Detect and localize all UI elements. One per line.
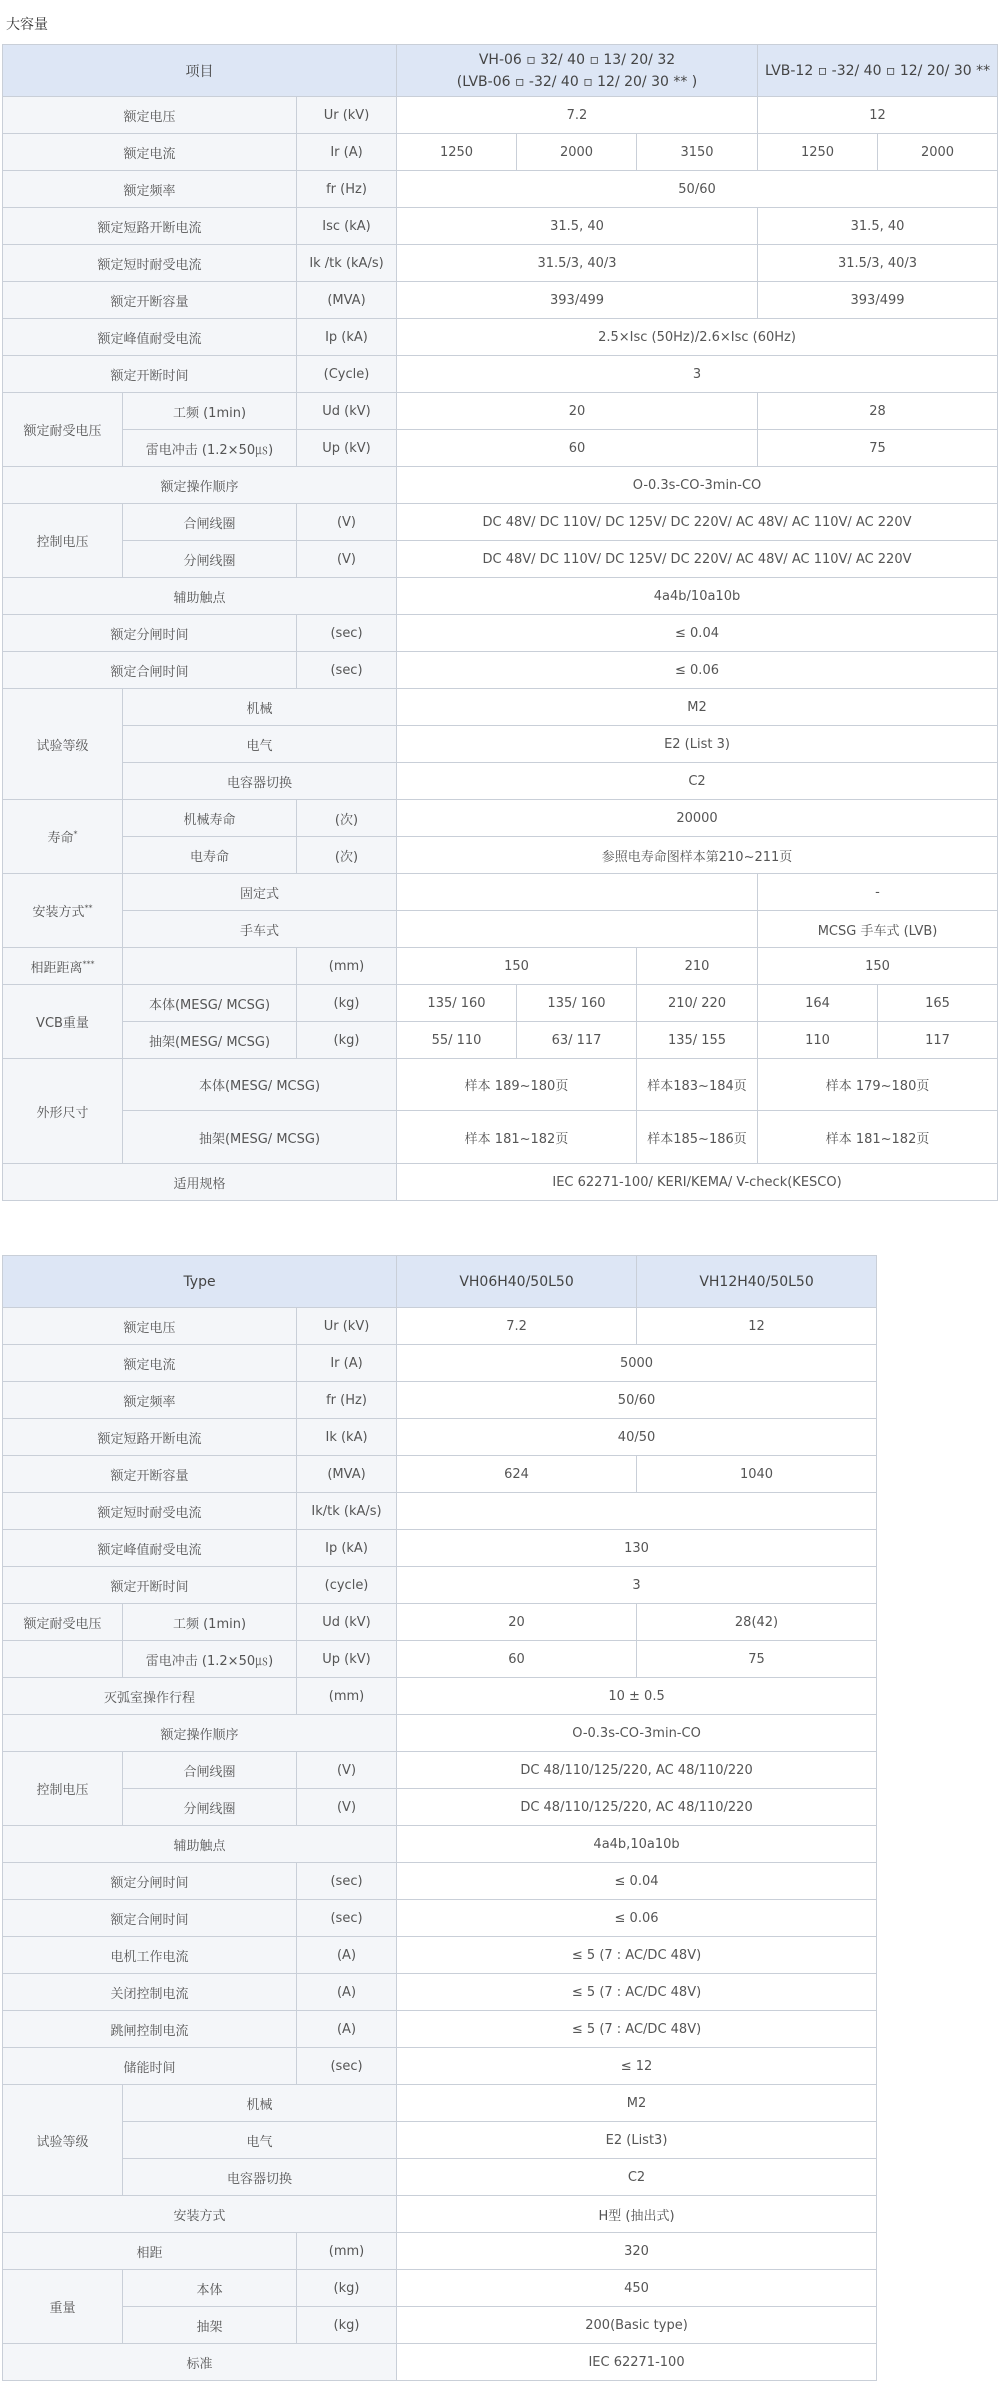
row-unit: (A)	[297, 1974, 397, 2011]
cell-value: 28	[758, 393, 998, 430]
cell-value: 164	[758, 985, 878, 1022]
cell-value: 135/ 155	[637, 1022, 758, 1059]
row-label: 本体(MESG/ MCSG)	[123, 985, 297, 1022]
header-lvb12: LVB-12 ▫ -32/ 40 ▫ 12/ 20/ 30 **	[758, 45, 998, 97]
row-label: 储能时间	[3, 2048, 297, 2085]
cell-value: 12	[637, 1308, 877, 1345]
cell-value: 10 ± 0.5	[397, 1678, 877, 1715]
row-unit: Ir (A)	[297, 1345, 397, 1382]
header-vh06	[397, 45, 758, 97]
table-row	[3, 1308, 877, 1345]
cell-value: H型 (抽出式)	[397, 2196, 877, 2233]
row-unit: (V)	[297, 504, 397, 541]
row-label: 电寿命	[123, 837, 297, 874]
cell-value: ≤ 0.06	[397, 652, 998, 689]
cell-value: 135/ 160	[397, 985, 517, 1022]
row-label: 辅助触点	[3, 578, 397, 615]
table-row	[3, 2048, 877, 2085]
cell-value: 60	[397, 1641, 637, 1678]
table-row	[3, 319, 998, 356]
cell-value: 12	[758, 97, 998, 134]
table-row	[3, 430, 998, 467]
cell-value: 7.2	[397, 97, 758, 134]
cell-value: 参照电寿命图样本第210~211页	[397, 837, 998, 874]
table-row	[3, 985, 998, 1022]
table-row	[3, 1752, 877, 1789]
cell-value: 样本 189~180页	[397, 1059, 637, 1111]
cell-value	[397, 1493, 877, 1530]
group-label: 额定耐受电压	[3, 1604, 123, 1641]
row-unit: (V)	[297, 541, 397, 578]
table-row	[3, 1493, 877, 1530]
table-row	[3, 948, 998, 985]
table-row	[3, 1641, 877, 1678]
row-label: 电容器切换	[123, 2159, 397, 2196]
table-row	[3, 1111, 998, 1164]
cell-value: M2	[397, 2085, 877, 2122]
cell-value: 393/499	[397, 282, 758, 319]
row-unit: Up (kV)	[297, 1641, 397, 1678]
group-label: 外形尺寸	[3, 1059, 123, 1164]
row-unit: (kg)	[297, 2270, 397, 2307]
group-label: 控制电压	[3, 1752, 123, 1826]
header-vh12h: VH12H40/50L50	[637, 1256, 877, 1308]
row-label: 机械	[123, 689, 397, 726]
row-unit: (次)	[297, 800, 397, 837]
group-label	[3, 800, 123, 874]
row-label: 额定开断容量	[3, 282, 297, 319]
row-unit: (kg)	[297, 2307, 397, 2344]
row-label: 额定分闸时间	[3, 615, 297, 652]
row-label: 机械	[123, 2085, 397, 2122]
group-label: 试验等级	[3, 2085, 123, 2196]
row-unit: (sec)	[297, 615, 397, 652]
table-row	[3, 1530, 877, 1567]
row-unit: (V)	[297, 1752, 397, 1789]
header-item: 项目	[3, 45, 397, 97]
row-unit: (cycle)	[297, 1567, 397, 1604]
row-unit: fr (Hz)	[297, 1382, 397, 1419]
table-row	[3, 1059, 998, 1111]
row-unit: (kg)	[297, 1022, 397, 1059]
row-label: 额定短路开断电流	[3, 1419, 297, 1456]
row-label: 额定频率	[3, 171, 297, 208]
cell-value: -	[758, 874, 998, 911]
cell-value: ≤ 12	[397, 2048, 877, 2085]
row-label: 额定分闸时间	[3, 1863, 297, 1900]
cell-value: IEC 62271-100/ KERI/KEMA/ V-check(KESCO)	[397, 1164, 998, 1201]
table-row	[3, 134, 998, 171]
cell-value: 20	[397, 1604, 637, 1641]
row-label: 额定操作顺序	[3, 467, 397, 504]
row-unit: Ip (kA)	[297, 319, 397, 356]
cell-value: 117	[878, 1022, 998, 1059]
row-label: 额定操作顺序	[3, 1715, 397, 1752]
table-row	[3, 2122, 877, 2159]
cell-value: ≤ 0.06	[397, 1900, 877, 1937]
row-unit: (MVA)	[297, 282, 397, 319]
cell-value: 样本 181~182页	[758, 1111, 998, 1164]
cell-value: ≤ 5 (7 : AC/DC 48V)	[397, 1974, 877, 2011]
table-row	[3, 2085, 877, 2122]
row-label: 额定频率	[3, 1382, 297, 1419]
row-unit: Ud (kV)	[297, 393, 397, 430]
table-row	[3, 1826, 877, 1863]
row-unit: (V)	[297, 1789, 397, 1826]
table-row	[3, 356, 998, 393]
cell-value: ≤ 5 (7 : AC/DC 48V)	[397, 1937, 877, 1974]
cell-value: E2 (List 3)	[397, 726, 998, 763]
row-label: 额定开断容量	[3, 1456, 297, 1493]
row-unit: (次)	[297, 837, 397, 874]
row-label: 标准	[3, 2344, 397, 2381]
cell-value: 20	[397, 393, 758, 430]
table-row	[3, 1419, 877, 1456]
row-label: 适用规格	[3, 1164, 397, 1201]
cell-value: 1250	[758, 134, 878, 171]
row-label: 雷电冲击 (1.2×50㎲)	[123, 1641, 297, 1678]
spec-table-vh-5000a	[2, 1255, 877, 2381]
row-label: 抽架	[123, 2307, 297, 2344]
cell-value	[397, 911, 758, 948]
table-row	[3, 504, 998, 541]
cell-value: 150	[758, 948, 998, 985]
cell-value: 130	[397, 1530, 877, 1567]
table-row	[3, 2196, 877, 2233]
table-row	[3, 1974, 877, 2011]
cell-value: 450	[397, 2270, 877, 2307]
cell-value: 165	[878, 985, 998, 1022]
cell-value: DC 48/110/125/220, AC 48/110/220	[397, 1752, 877, 1789]
table-row	[3, 1456, 877, 1493]
cell-value: 31.5/3, 40/3	[397, 245, 758, 282]
cell-value: DC 48/110/125/220, AC 48/110/220	[397, 1789, 877, 1826]
table-row	[3, 578, 998, 615]
row-unit: (mm)	[297, 948, 397, 985]
cell-value: 31.5/3, 40/3	[758, 245, 998, 282]
row-unit: Ud (kV)	[297, 1604, 397, 1641]
row-label: 额定短时耐受电流	[3, 1493, 297, 1530]
row-label: 额定峰值耐受电流	[3, 1530, 297, 1567]
row-unit: Ik /tk (kA/s)	[297, 245, 397, 282]
cell-value: C2	[397, 2159, 877, 2196]
cell-value: ≤ 0.04	[397, 615, 998, 652]
row-label: 安装方式	[3, 2196, 397, 2233]
row-label: 抽架(MESG/ MCSG)	[123, 1022, 297, 1059]
table-row	[3, 1937, 877, 1974]
row-unit: (A)	[297, 1937, 397, 1974]
row-label: 额定电压	[3, 1308, 297, 1345]
row-unit: (Cycle)	[297, 356, 397, 393]
row-label: 额定合闸时间	[3, 1900, 297, 1937]
table-row	[3, 837, 998, 874]
row-label: 雷电冲击 (1.2×50㎲)	[123, 430, 297, 467]
cell-value: 63/ 117	[517, 1022, 637, 1059]
table-row	[3, 1345, 877, 1382]
row-label: 机械寿命	[123, 800, 297, 837]
table-row	[3, 689, 998, 726]
table-row	[3, 800, 998, 837]
row-unit: Ik/tk (kA/s)	[297, 1493, 397, 1530]
cell-value: DC 48V/ DC 110V/ DC 125V/ DC 220V/ AC 48V/ AC 110V/ AC 220V	[397, 504, 998, 541]
footnote-mark: ***	[82, 959, 95, 969]
row-label: 灭弧室操作行程	[3, 1678, 297, 1715]
table-row	[3, 726, 998, 763]
row-label: 额定电流	[3, 134, 297, 171]
group-label	[3, 948, 123, 985]
cell-value: MCSG 手车式 (LVB)	[758, 911, 998, 948]
row-unit: (mm)	[297, 1678, 397, 1715]
group-label: 控制电压	[3, 504, 123, 578]
footnote-mark: *	[73, 829, 78, 839]
cell-value: ≤ 0.04	[397, 1863, 877, 1900]
row-label: 辅助触点	[3, 1826, 397, 1863]
table-row	[3, 763, 998, 800]
header-vh06h: VH06H40/50L50	[397, 1256, 637, 1308]
table-row	[3, 1164, 998, 1201]
table-row	[3, 2307, 877, 2344]
row-label: 本体(MESG/ MCSG)	[123, 1059, 397, 1111]
cell-value: 210	[637, 948, 758, 985]
table-row	[3, 652, 998, 689]
cell-value	[397, 874, 758, 911]
cell-value: 3	[397, 356, 998, 393]
cell-value: C2	[397, 763, 998, 800]
row-label: 手车式	[123, 911, 397, 948]
cell-value: 320	[397, 2233, 877, 2270]
row-label: 固定式	[123, 874, 397, 911]
row-label: 电机工作电流	[3, 1937, 297, 1974]
row-label: 额定开断时间	[3, 356, 297, 393]
cell-value: 7.2	[397, 1308, 637, 1345]
cell-value: 样本185~186页	[637, 1111, 758, 1164]
group-label	[3, 874, 123, 948]
row-label: 关闭控制电流	[3, 1974, 297, 2011]
row-label: 额定短时耐受电流	[3, 245, 297, 282]
group-label	[3, 1641, 123, 1678]
row-label: 本体	[123, 2270, 297, 2307]
row-unit: Ir (A)	[297, 134, 397, 171]
cell-value: 5000	[397, 1345, 877, 1382]
cell-value: 2000	[517, 134, 637, 171]
spec-table-large-capacity	[2, 44, 998, 1201]
row-unit: (mm)	[297, 2233, 397, 2270]
cell-value: 4a4b/10a10b	[397, 578, 998, 615]
group-label: 重量	[3, 2270, 123, 2344]
cell-value: 4a4b,10a10b	[397, 1826, 877, 1863]
table-row	[3, 1567, 877, 1604]
table-row	[3, 245, 998, 282]
table-row	[3, 2233, 877, 2270]
cell-value: DC 48V/ DC 110V/ DC 125V/ DC 220V/ AC 48V/ AC 110V/ AC 220V	[397, 541, 998, 578]
cell-value: 2.5×Isc (50Hz)/2.6×Isc (60Hz)	[397, 319, 998, 356]
life-label: 寿命	[47, 831, 74, 846]
cell-value: 40/50	[397, 1419, 877, 1456]
table-row	[3, 1715, 877, 1752]
table-row	[3, 97, 998, 134]
cell-value: 135/ 160	[517, 985, 637, 1022]
row-unit: (sec)	[297, 2048, 397, 2085]
cell-value: 75	[758, 430, 998, 467]
row-unit: (MVA)	[297, 1456, 397, 1493]
row-label: 分闸线圈	[123, 541, 297, 578]
cell-value: 1040	[637, 1456, 877, 1493]
table-row	[3, 282, 998, 319]
row-label: 工频 (1min)	[123, 1604, 297, 1641]
cell-value: 20000	[397, 800, 998, 837]
row-unit: (sec)	[297, 652, 397, 689]
cell-value: ≤ 5 (7 : AC/DC 48V)	[397, 2011, 877, 2048]
row-label: 额定开断时间	[3, 1567, 297, 1604]
table-row	[3, 1863, 877, 1900]
table-row	[3, 171, 998, 208]
cell-value: 28(42)	[637, 1604, 877, 1641]
row-unit: Ur (kV)	[297, 97, 397, 134]
row-unit: Up (kV)	[297, 430, 397, 467]
table-row	[3, 1900, 877, 1937]
row-label: 电气	[123, 726, 397, 763]
cell-value: 393/499	[758, 282, 998, 319]
row-label: 跳闸控制电流	[3, 2011, 297, 2048]
table-row	[3, 1382, 877, 1419]
row-unit: Ur (kV)	[297, 1308, 397, 1345]
cell-value: 110	[758, 1022, 878, 1059]
cell-value: 624	[397, 1456, 637, 1493]
row-label: 抽架(MESG/ MCSG)	[123, 1111, 397, 1164]
table-row	[3, 393, 998, 430]
table-row	[3, 2159, 877, 2196]
cell-value: 200(Basic type)	[397, 2307, 877, 2344]
row-label: 分闸线圈	[123, 1789, 297, 1826]
table-row	[3, 467, 998, 504]
row-label: 额定峰值耐受电流	[3, 319, 297, 356]
table-row	[3, 2011, 877, 2048]
cell-value: 55/ 110	[397, 1022, 517, 1059]
cell-value: M2	[397, 689, 998, 726]
cell-value: 样本 181~182页	[397, 1111, 637, 1164]
row-label: 合闸线圈	[123, 504, 297, 541]
cell-value: 60	[397, 430, 758, 467]
header-vh06-line1: VH-06 ▫ 32/ 40 ▫ 13/ 20/ 32	[478, 51, 676, 68]
row-label	[123, 948, 297, 985]
cell-value: 31.5, 40	[758, 208, 998, 245]
table-row	[3, 1022, 998, 1059]
cell-value: IEC 62271-100	[397, 2344, 877, 2381]
cell-value: 3	[397, 1567, 877, 1604]
row-unit: (A)	[297, 2011, 397, 2048]
row-label: 额定电流	[3, 1345, 297, 1382]
row-label: 额定短路开断电流	[3, 208, 297, 245]
install-label: 安装方式	[32, 905, 85, 920]
page-title: 大容量	[6, 17, 48, 33]
cell-value: 2000	[878, 134, 998, 171]
group-label: 额定耐受电压	[3, 393, 123, 467]
group-label: VCB重量	[3, 985, 123, 1059]
table-row	[3, 874, 998, 911]
row-unit: Ip (kA)	[297, 1530, 397, 1567]
row-label: 工频 (1min)	[123, 393, 297, 430]
pitch-label: 相距距离	[30, 960, 83, 976]
cell-value: 50/60	[397, 1382, 877, 1419]
group-label: 试验等级	[3, 689, 123, 800]
cell-value: 50/60	[397, 171, 998, 208]
row-unit: (kg)	[297, 985, 397, 1022]
row-label: 额定电压	[3, 97, 297, 134]
cell-value: 31.5, 40	[397, 208, 758, 245]
cell-value: 150	[397, 948, 637, 985]
row-unit: fr (Hz)	[297, 171, 397, 208]
table-row	[3, 2344, 877, 2381]
footnote-mark: **	[84, 903, 93, 913]
header-type: Type	[3, 1256, 397, 1308]
table-row	[3, 541, 998, 578]
row-unit: Ik (kA)	[297, 1419, 397, 1456]
cell-value: 1250	[397, 134, 517, 171]
row-label: 电容器切换	[123, 763, 397, 800]
row-label: 电气	[123, 2122, 397, 2159]
table-row	[3, 1678, 877, 1715]
cell-value: 样本183~184页	[637, 1059, 758, 1111]
row-unit: Isc (kA)	[297, 208, 397, 245]
table-row	[3, 1604, 877, 1641]
cell-value: 3150	[637, 134, 758, 171]
header-vh06-line2: (LVB-06 ▫ -32/ 40 ▫ 12/ 20/ 30 ** )	[456, 73, 698, 90]
cell-value: 75	[637, 1641, 877, 1678]
table-row	[3, 1789, 877, 1826]
table-row	[3, 615, 998, 652]
cell-value: E2 (List3)	[397, 2122, 877, 2159]
cell-value: O-0.3s-CO-3min-CO	[397, 467, 998, 504]
row-unit: (sec)	[297, 1900, 397, 1937]
row-unit: (sec)	[297, 1863, 397, 1900]
cell-value: 210/ 220	[637, 985, 758, 1022]
table-row	[3, 208, 998, 245]
row-label: 合闸线圈	[123, 1752, 297, 1789]
row-label: 相距	[3, 2233, 297, 2270]
cell-value: O-0.3s-CO-3min-CO	[397, 1715, 877, 1752]
cell-value: 样本 179~180页	[758, 1059, 998, 1111]
table-row	[3, 911, 998, 948]
table-row	[3, 2270, 877, 2307]
row-label: 额定合闸时间	[3, 652, 297, 689]
